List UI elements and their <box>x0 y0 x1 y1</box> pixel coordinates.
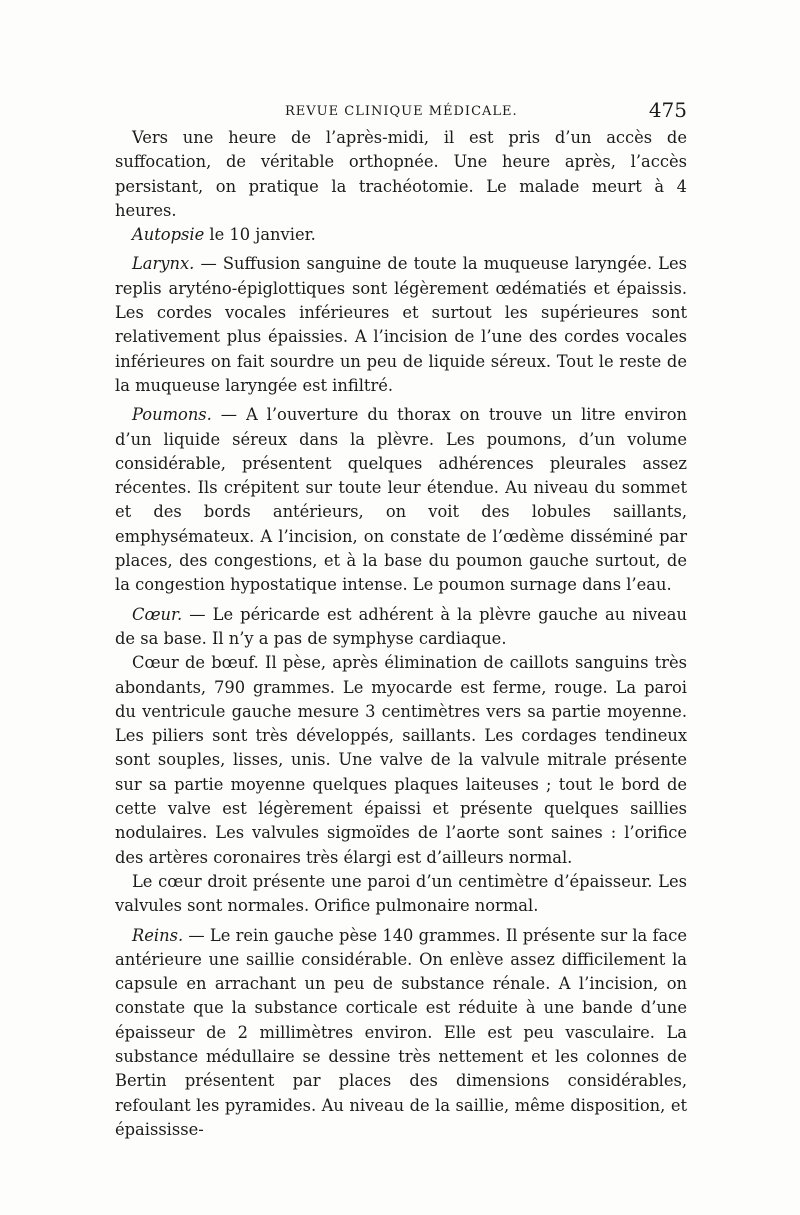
page-number: 475 <box>648 98 687 122</box>
page-body <box>115 126 687 1142</box>
paragraph-poumons <box>115 403 687 597</box>
paragraph-coeur <box>115 603 687 652</box>
paragraph-reins <box>115 924 687 1143</box>
paragraph-text: — Le péricarde est adhérent à la plèvre gauche au niveau de sa base. Il n’y a pas de symphyse cardiaque. <box>115 604 687 648</box>
paragraph-lead: Larynx. <box>132 254 195 274</box>
paragraph-coeur-droit <box>115 870 687 919</box>
paragraph-text: — Le rein gauche pèse 140 grammes. Il présente sur la face antérieure une saillie considérable. On enlève assez difficilement la capsule en arrachant un peu de substance rénale. A l’incision, on constate que la substance corticale est réduite à une bande d’une épaisseur de 2 millimètres environ. Elle est peu vasculaire. La substance médullaire se dessine très nettement et les colonnes de Bertin présentent par places des dimensions considérables, refoulant les pyramides. Au niveau de la saillie, même disposition, et épaississe- <box>115 925 687 1139</box>
paragraph-text: Vers une heure de l’après-midi, il est pris d’un accès de suffocation, de véritable orthopnée. Une heure après, l’accès persistant, on pratique la trachéotomie. Le malade meurt à 4 heures. <box>115 128 687 220</box>
paragraph-text: — A l’ouverture du thorax on trouve un litre environ d’un liquide séreux dans la plèvre. Les poumons, d’un volume considérable, présentent quelques adhérences pleurales assez récentes. Ils crépitent sur toute leur étendue. Au niveau du sommet et des bords antérieurs, on voit des lobules saillants, emphysémateux. A l’incision, on constate de l’œdème disséminé par places, des congestions, et à la base du poumon gauche surtout, de la congestion hypostatique intense. Le poumon surnage dans l’eau. <box>115 405 687 595</box>
paragraph-coeur-de-boeuf <box>115 651 687 870</box>
paragraph-autopsie <box>115 223 687 247</box>
paragraph-suffocation <box>115 126 687 223</box>
paragraph-lead: Poumons. <box>132 405 212 425</box>
running-head: REVUE CLINIQUE MÉDICALE. <box>285 104 518 119</box>
paragraph-lead: Cœur. <box>132 604 183 624</box>
paragraph-lead: Autopsie <box>132 225 205 245</box>
paragraph-text: Le cœur droit présente une paroi d’un centimètre d’épaisseur. Les valvules sont normales. Orifice pulmonaire normal. <box>115 871 687 916</box>
paragraph-larynx <box>115 252 687 398</box>
paragraph-text: — Suffusion sanguine de toute la muqueuse laryngée. Les replis aryténo-épiglottiques sont légèrement œdématiés et épaissis. Les cordes vocales inférieures et surtout les supérieures sont relativement plus épaissies. A l’incision de l’une des cordes vocales inférieures on fait sourdre un peu de liquide séreux. Tout le reste de la muqueuse laryngée est infiltré. <box>115 254 687 395</box>
paragraph-text: Cœur de bœuf. Il pèse, après élimination de caillots sanguins très abondants, 790 grammes. Le myocarde est ferme, rouge. La paroi du ventricule gauche mesure 3 centimètres vers sa partie moyenne. Les piliers sont très développés, saillants. Les cordages tendineux sont souples, lisses, unis. Une valve de la valvule mitrale présente sur sa partie moyenne quelques plaques laiteuses ; tout le bord de cette valve est légèrement épaissi et présente quelques saillies nodulaires. Les valvules sigmoïdes de l’aorte sont saines : l’orifice des artères coronaires très élargi est d’ailleurs normal. <box>115 653 687 867</box>
paragraph-text: le 10 janvier. <box>204 225 316 245</box>
paragraph-lead: Reins. <box>132 925 184 945</box>
page-header <box>115 98 687 124</box>
